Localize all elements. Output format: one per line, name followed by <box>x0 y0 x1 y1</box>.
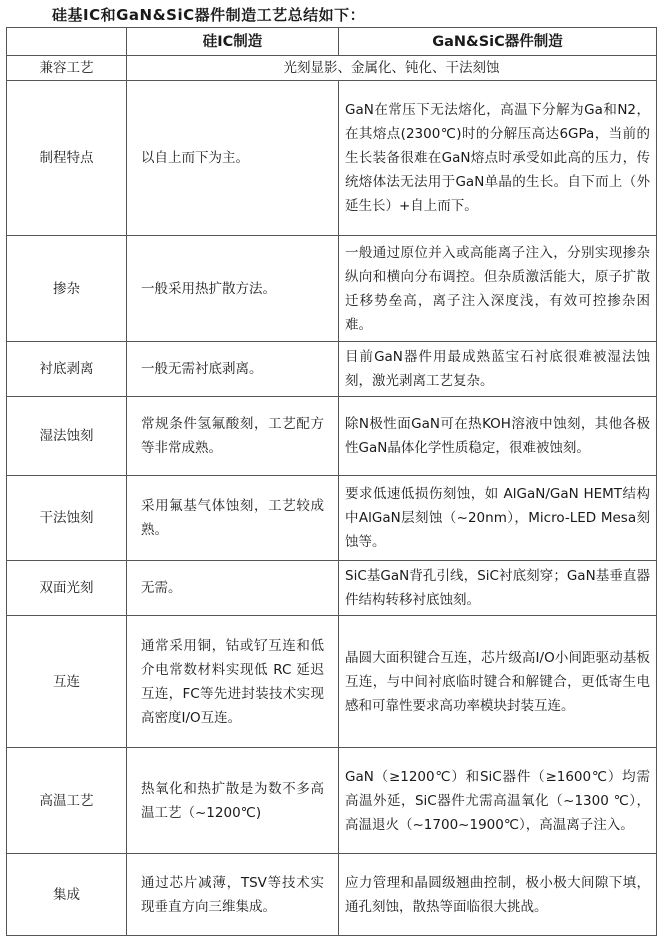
si-cell: 采用氟基气体蚀刻，工艺较成熟。 <box>127 476 339 561</box>
feature-cell: 高温工艺 <box>7 748 127 854</box>
feature-cell: 湿法蚀刻 <box>7 397 127 476</box>
table-row <box>7 342 657 397</box>
si-cell: 通常采用铜，钴或钌互连和低介电常数材料实现低 RC 延迟互连，FC等先进封装技术实现高密度I/O互连。 <box>127 616 339 748</box>
header-si: 硅IC制造 <box>127 28 339 56</box>
si-cell: 以自上而下为主。 <box>127 81 339 236</box>
gan-cell: 除N极性面GaN可在热KOH溶液中蚀刻，其他各极性GaN晶体化学性质稳定，很难被蚀刻。 <box>339 397 657 476</box>
table-row <box>7 81 657 236</box>
table-row <box>7 561 657 616</box>
gan-cell: GaN在常压下无法熔化，高温下分解为Ga和N2，在其熔点(2300℃)时的分解压高达6GPa，当前的生长装备很难在GaN熔点时承受如此高的压力，传统熔体法无法用于GaN单晶的生长。自下而上（外延生长）+自上而下。 <box>339 81 657 236</box>
si-cell: 一般无需衬底剥离。 <box>127 342 339 397</box>
table-row <box>7 236 657 342</box>
gan-cell: 应力管理和晶圆级翘曲控制，极小极大间隙下填，通孔刻蚀，散热等面临很大挑战。 <box>339 854 657 936</box>
table-row <box>7 397 657 476</box>
feature-cell: 制程特点 <box>7 81 127 236</box>
compatible-label: 兼容工艺 <box>7 56 127 81</box>
gan-cell: SiC基GaN背孔引线，SiC衬底刻穿；GaN基垂直器件结构转移衬底蚀刻。 <box>339 561 657 616</box>
gan-cell: 目前GaN器件用最成熟蓝宝石衬底很难被湿法蚀刻，激光剥离工艺复杂。 <box>339 342 657 397</box>
feature-cell: 衬底剥离 <box>7 342 127 397</box>
page-title: 硅基IC和GaN&SiC器件制造工艺总结如下： <box>52 6 366 24</box>
gan-cell: 一般通过原位并入或高能离子注入，分别实现掺杂纵向和横向分布调控。但杂质激活能大，原子扩散迁移势垒高，离子注入深度浅，有效可控掺杂困难。 <box>339 236 657 342</box>
si-cell: 无需。 <box>127 561 339 616</box>
feature-cell: 干法蚀刻 <box>7 476 127 561</box>
si-cell: 一般采用热扩散方法。 <box>127 236 339 342</box>
compatible-value: 光刻显影、金属化、钝化、干法刻蚀 <box>127 56 657 81</box>
table-row <box>7 854 657 936</box>
feature-cell: 双面光刻 <box>7 561 127 616</box>
table-row <box>7 476 657 561</box>
feature-cell: 互连 <box>7 616 127 748</box>
feature-cell: 集成 <box>7 854 127 936</box>
comparison-table <box>6 27 657 936</box>
header-gan-sic: GaN&SiC器件制造 <box>339 28 657 56</box>
gan-cell: GaN（≥1200℃）和SiC器件（≥1600℃）均需高温外延，SiC器件尤需高温氧化（~1300 ℃），高温退火（~1700~1900℃），高温离子注入。 <box>339 748 657 854</box>
table-header-row <box>7 28 657 56</box>
si-cell: 通过芯片减薄，TSV等技术实现垂直方向三维集成。 <box>127 854 339 936</box>
gan-cell: 要求低速低损伤刻蚀，如 AlGaN/GaN HEMT结构中AlGaN层刻蚀（~20nm），Micro-LED Mesa刻蚀等。 <box>339 476 657 561</box>
gan-cell: 晶圆大面积键合互连，芯片级高I/O小间距驱动基板互连，与中间衬底临时键合和解键合，更低寄生电感和可靠性要求高功率模块封装互连。 <box>339 616 657 748</box>
table-row-compatible <box>7 56 657 81</box>
si-cell: 常规条件氢氟酸刻，工艺配方等非常成熟。 <box>127 397 339 476</box>
si-cell: 热氧化和热扩散是为数不多高温工艺（~1200℃) <box>127 748 339 854</box>
header-feature <box>7 28 127 56</box>
feature-cell: 掺杂 <box>7 236 127 342</box>
table-row <box>7 616 657 748</box>
table-row <box>7 748 657 854</box>
